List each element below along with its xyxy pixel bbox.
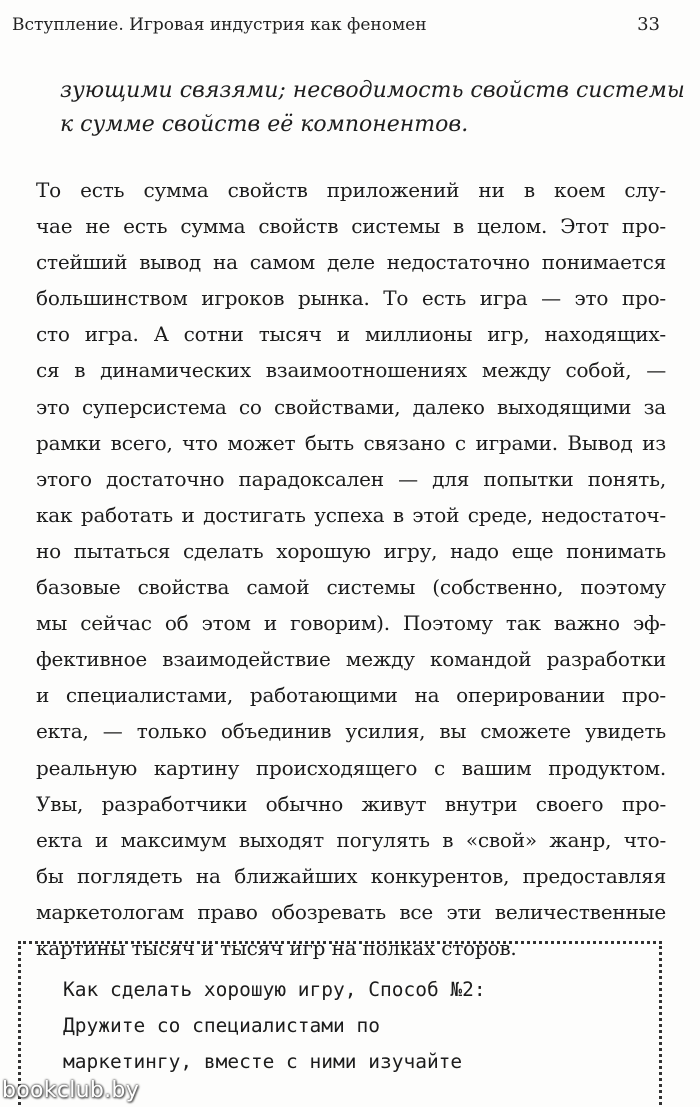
- body-line: рамки всего, что может быть связано с играми. Вывод из: [36, 430, 666, 455]
- body-line: Увы, разработчики обычно живут внутри своего про-: [36, 791, 666, 816]
- italic-quote-continuation: [60, 74, 685, 142]
- body-line: То есть сумма свойств приложений ни в коем слу-: [36, 178, 666, 202]
- page-number: 33: [637, 14, 660, 35]
- tip-text: [63, 972, 623, 1080]
- body-line: картины тысяч и тысяч игр на полках сторов.: [36, 935, 517, 960]
- body-line: большинством игроков рынка. То есть игра — это про-: [36, 286, 666, 311]
- body-line: это суперсистема со свойствами, далеко выходящими за: [36, 394, 666, 419]
- body-line: этого достаточно парадоксален — для попытки понять,: [36, 466, 666, 491]
- italic-line: к сумме свойств её компонентов.: [60, 112, 469, 137]
- body-line: стейший вывод на самом деле недостаточно понимается: [36, 250, 666, 275]
- italic-line: зующими связями; несводимость свойств системы: [60, 78, 685, 103]
- tip-line: маркетингу, вместе с ними изучайте: [63, 1050, 463, 1073]
- running-title: Вступление. Игровая индустрия как феномен: [12, 15, 427, 35]
- body-line: екта, — только объединив усилия, вы сможете увидеть: [36, 719, 666, 744]
- body-line: бы поглядеть на ближайших конкурентов, предоставляя: [36, 863, 666, 888]
- tip-line: Как сделать хорошую игру, Способ №2:: [63, 978, 486, 1001]
- tip-line: Дружите со специалистами по: [63, 1014, 380, 1037]
- body-line: реальную картину происходящего с вашим продуктом.: [36, 755, 666, 780]
- body-line: екта и максимум выходят погулять в «свой» жанр, что-: [36, 827, 666, 852]
- body-line: как работать и достигать успеха в этой среде, недостаточ-: [36, 502, 666, 527]
- body-line: и специалистами, работающими на оперировании про-: [36, 683, 666, 708]
- body-line: мы сейчас об этом и говорим). Поэтому так важно эф-: [36, 611, 666, 636]
- running-header: [12, 14, 660, 44]
- body-line: но пытаться сделать хорошую игру, надо еще понимать: [36, 538, 666, 563]
- body-line: сто игра. А сотни тысяч и миллионы игр, находящих-: [36, 322, 666, 347]
- body-line: фективное взаимодействие между командой разработки: [36, 647, 666, 672]
- body-line: чае не есть сумма свойств системы в целом. Этот про-: [36, 214, 666, 239]
- body-line: базовые свойства самой системы (собственно, поэтому: [36, 575, 666, 600]
- watermark: bookclub.by: [2, 1078, 140, 1103]
- body-line: маркетологам право обозревать все эти величественные: [36, 899, 666, 924]
- body-line: ся в динамических взаимоотношениях между собой, —: [36, 358, 666, 383]
- body-paragraph: [36, 172, 666, 966]
